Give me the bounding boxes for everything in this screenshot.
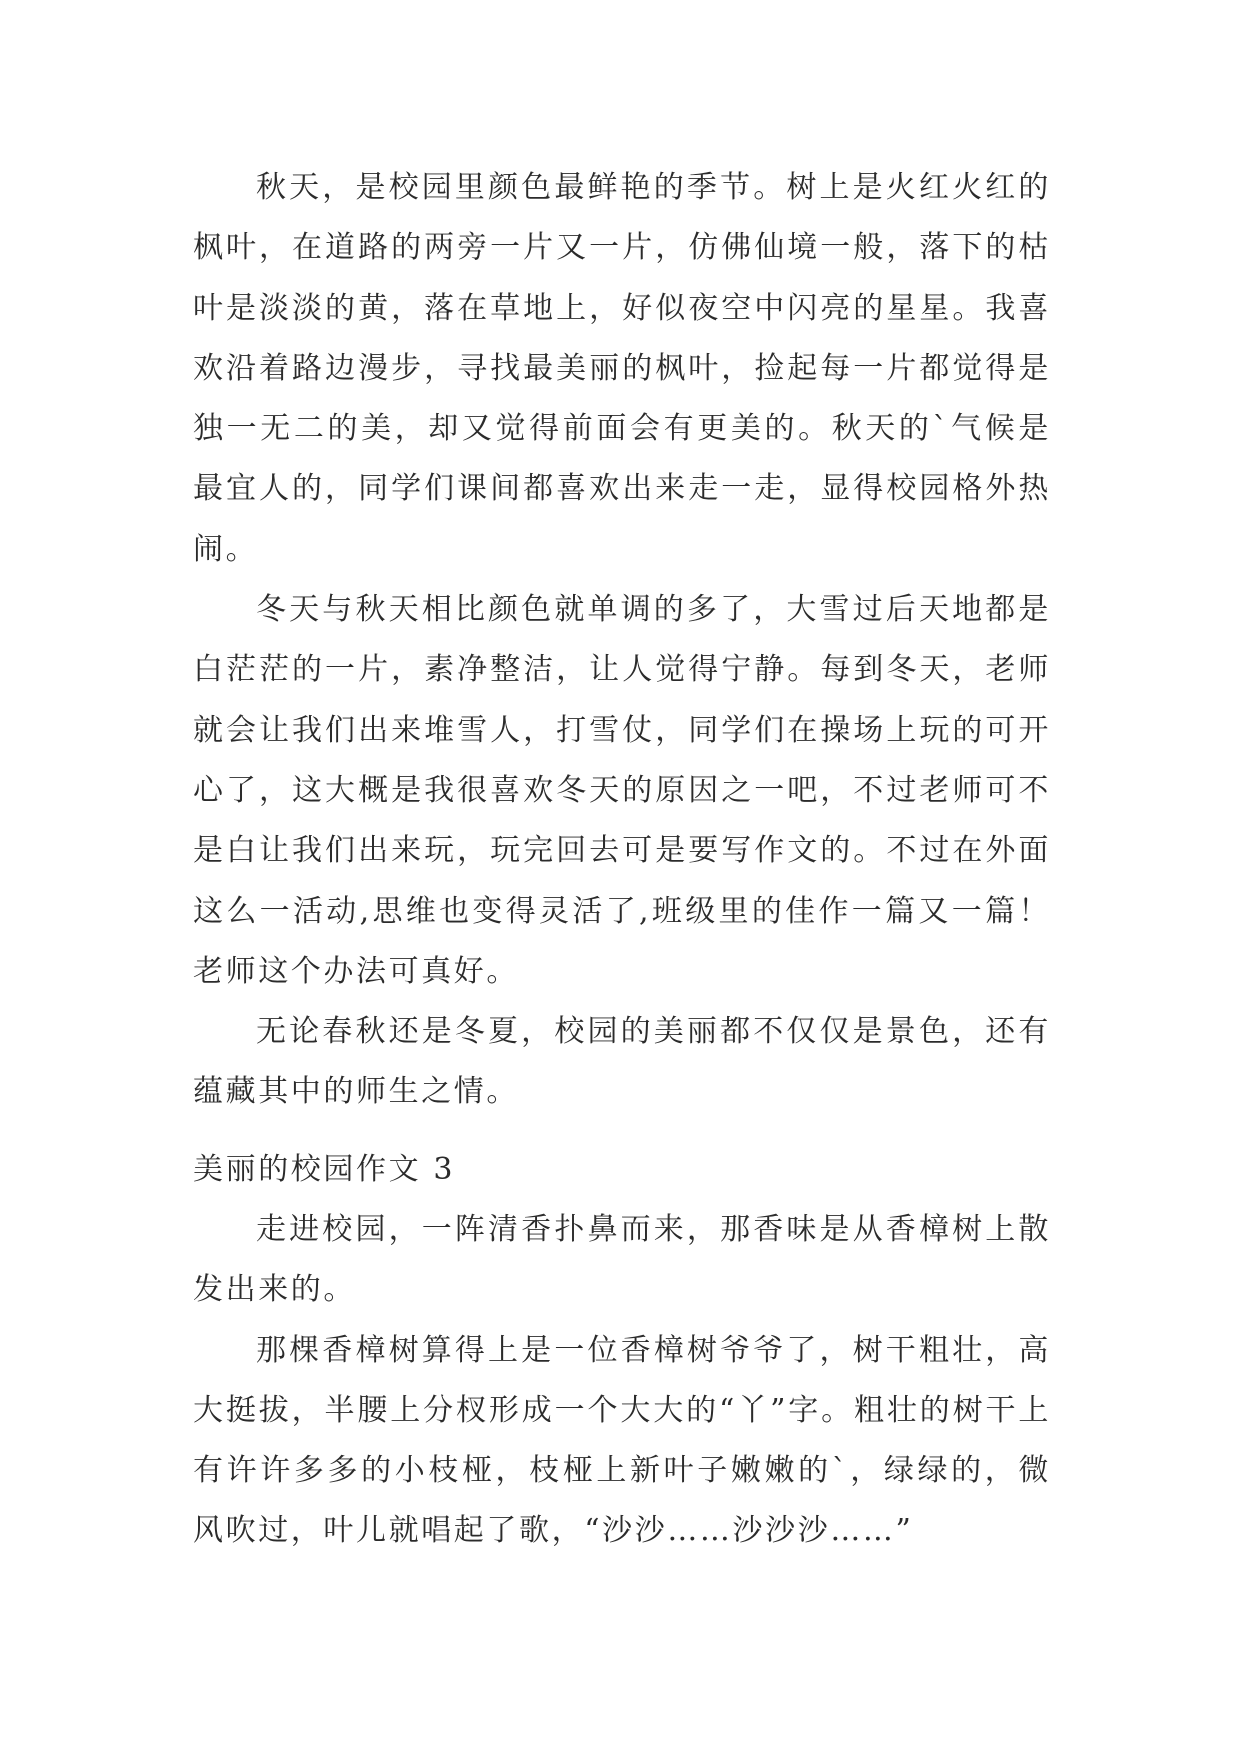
paragraph-autumn: 秋天，是校园里颜色最鲜艳的季节。树上是火红火红的枫叶，在道路的两旁一片又一片，仿佛仙境一般，落下的枯叶是淡淡的黄，落在草地上，好似夜空中闪亮的星星。我喜欢沿着路边漫步，寻找最美丽的枫叶，捡起每一片都觉得是独一无二的美，却又觉得前面会有更美的。秋天的`气候是最宜人的，同学们课间都喜欢出来走一走，显得校园格外热闹。 — [193, 170, 1051, 567]
paragraph-camphor-tree: 那棵香樟树算得上是一位香樟树爷爷了，树干粗壮，高大挺拔，半腰上分杈形成一个大大的“丫”字。粗壮的树干上有许许多多的小枝桠，枝桠上新叶子嫩嫩的`，绿绿的，微风吹过，叶儿就唱起了歌，“沙沙……沙沙沙……” — [193, 1332, 1051, 1549]
paragraph-winter: 冬天与秋天相比颜色就单调的多了，大雪过后天地都是白茫茫的一片，素净整洁，让人觉得宁静。每到冬天，老师就会让我们出来堆雪人，打雪仗，同学们在操场上玩的可开心了，这大概是我很喜欢冬天的原因之一吧，不过老师可不是白让我们出来玩，玩完回去可是要写作文的。不过在外面这么一活动,思维也变得灵活了,班级里的佳作一篇又一篇！老师这个办法可真好。 — [193, 592, 1051, 989]
paragraph-entering-campus: 走进校园，一阵清香扑鼻而来，那香味是从香樟树上散发出来的。 — [193, 1212, 1051, 1308]
essay-section-1 — [193, 158, 1051, 1123]
paragraph-conclusion: 无论春秋还是冬夏，校园的美丽都不仅仅是景色，还有蕴藏其中的师生之情。 — [193, 1014, 1051, 1110]
essay-title: 美丽的校园作文 3 — [193, 1152, 456, 1187]
essay-section-2 — [193, 1140, 1051, 1562]
